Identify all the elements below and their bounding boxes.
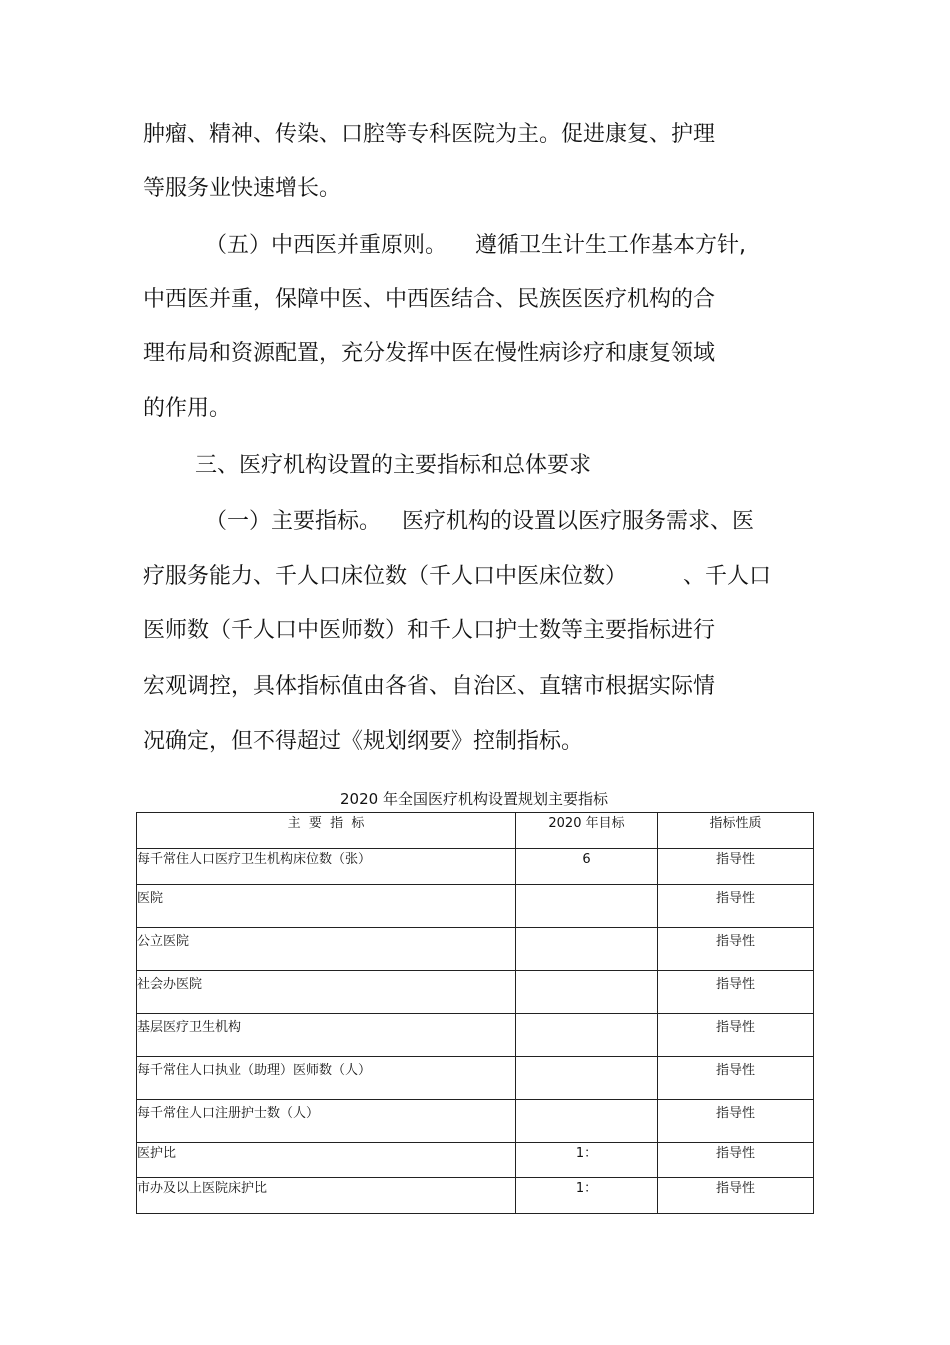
- indicator-cell: 公立医院: [137, 928, 516, 971]
- nature-cell: 指导性: [658, 1178, 814, 1214]
- section-heading: 三、医疗机构设置的主要指标和总体要求: [195, 453, 592, 478]
- paragraph-line: 等服务业快速增长。: [143, 176, 342, 201]
- table-row: [137, 885, 814, 928]
- indicator-cell: 每千常住人口执业（助理）医师数（人）: [137, 1057, 516, 1100]
- target-cell: [516, 971, 658, 1014]
- nature-cell: 指导性: [658, 928, 814, 971]
- table-row: [137, 1014, 814, 1057]
- nature-cell: 指导性: [658, 885, 814, 928]
- table-row: [137, 849, 814, 885]
- target-cell: [516, 1014, 658, 1057]
- table-row: [137, 928, 814, 971]
- nature-cell: 指导性: [658, 1143, 814, 1178]
- nature-cell: 指导性: [658, 971, 814, 1014]
- paragraph-line: 理布局和资源配置，充分发挥中医在慢性病诊疗和康复领域: [143, 341, 716, 366]
- target-cell: [516, 1100, 658, 1143]
- table-row: [137, 1143, 814, 1178]
- paragraph-line: 肿瘤、精神、传染、口腔等专科医院为主。促进康复、护理: [143, 122, 716, 147]
- indicator-cell: 基层医疗卫生机构: [137, 1014, 516, 1057]
- paragraph-line: 况确定，但不得超过《规划纲要》控制指标。: [143, 729, 584, 754]
- table-header-row: [137, 813, 814, 849]
- indicator-cell: 每千常住人口医疗卫生机构床位数（张）: [137, 849, 516, 885]
- table-row: [137, 971, 814, 1014]
- paragraph-line: （一）主要指标。 医疗机构的设置以医疗服务需求、医: [205, 509, 754, 534]
- target-cell: 6: [516, 849, 658, 885]
- column-header-target: 2020 年目标: [516, 813, 658, 849]
- nature-cell: 指导性: [658, 1057, 814, 1100]
- nature-cell: 指导性: [658, 849, 814, 885]
- paragraph-line: （五）中西医并重原则。 遵循卫生计生工作基本方针,: [205, 233, 746, 258]
- indicator-cell: 社会办医院: [137, 971, 516, 1014]
- target-cell: [516, 928, 658, 971]
- indicators-table: [136, 812, 814, 1214]
- paragraph-line: 疗服务能力、千人口床位数（千人口中医床位数） 、千人口: [143, 564, 771, 589]
- table-row: [137, 1178, 814, 1214]
- indicator-cell: 市办及以上医院床护比: [137, 1178, 516, 1214]
- column-header-indicator: 主 要 指 标: [137, 813, 516, 849]
- indicator-cell: 医护比: [137, 1143, 516, 1178]
- paragraph-line: 中西医并重，保障中医、中西医结合、民族医医疗机构的合: [143, 287, 716, 312]
- target-cell: [516, 885, 658, 928]
- table-row: [137, 1100, 814, 1143]
- paragraph-line: 医师数（千人口中医师数）和千人口护士数等主要指标进行: [143, 618, 716, 643]
- paragraph-line: 的作用。: [143, 396, 232, 421]
- indicator-cell: 医院: [137, 885, 516, 928]
- column-header-nature: 指标性质: [658, 813, 814, 849]
- nature-cell: 指导性: [658, 1100, 814, 1143]
- paragraph-line: 宏观调控，具体指标值由各省、自治区、直辖市根据实际情: [143, 674, 716, 699]
- target-cell: 1：: [516, 1143, 658, 1178]
- table-row: [137, 1057, 814, 1100]
- table-title: 2020 年全国医疗机构设置规划主要指标: [340, 790, 608, 808]
- target-cell: 1：: [516, 1178, 658, 1214]
- nature-cell: 指导性: [658, 1014, 814, 1057]
- indicator-cell: 每千常住人口注册护士数（人）: [137, 1100, 516, 1143]
- target-cell: [516, 1057, 658, 1100]
